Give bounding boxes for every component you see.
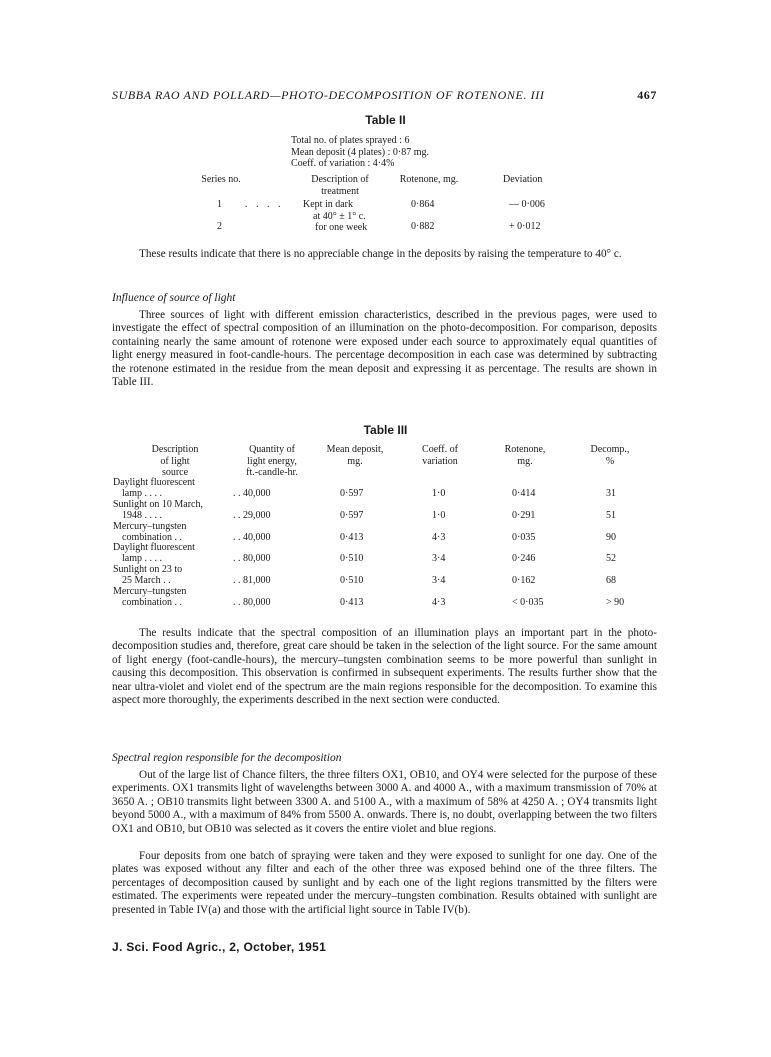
leader-dots: . . . . (245, 199, 284, 210)
col-header-coeff (405, 444, 475, 467)
rotenone-value: 0·882 (411, 221, 435, 232)
header-line: mg. (347, 455, 363, 467)
cell-src2: combination . . (122, 531, 182, 543)
cell-mean: 0·597 (340, 509, 364, 521)
col-header-rotenone: Rotenone, mg. (399, 174, 459, 185)
cell-qty: . . 40,000 (233, 488, 271, 499)
header-line: variation (422, 455, 458, 467)
col-header-series: Series no. (201, 174, 241, 185)
page-number: 467 (637, 88, 657, 102)
cell-qty: . . 80,000 (233, 553, 271, 565)
col-header-description (130, 444, 220, 479)
cell-rot: < 0·035 (512, 597, 544, 608)
series-number: 1 (217, 199, 222, 210)
header-line: ft.-candle-hr. (246, 467, 298, 478)
series-number: 2 (217, 221, 222, 232)
cell-src1: Mercury–tungsten (113, 586, 187, 597)
cell-src2: lamp . . . . (122, 488, 162, 499)
cell-rot: 0·162 (512, 575, 536, 587)
table-ii-title: Table II (365, 113, 406, 127)
treatment-line: at 40° ± 1° c. (313, 210, 366, 222)
cell-rot: 0·291 (512, 509, 536, 521)
cell-mean: 0·510 (340, 553, 364, 565)
cell-coeff: 3·4 (432, 575, 446, 587)
header-line: of light (160, 455, 190, 467)
paragraph: These results indicate that there is no appreciable change in the deposits by raising the temperature to 40° c. (139, 248, 622, 260)
cell-decomp: 68 (606, 575, 616, 587)
cell-src1: Sunlight on 23 to (113, 564, 183, 576)
cell-rot: 0·246 (512, 553, 536, 565)
cell-coeff: 3·4 (432, 553, 446, 565)
cell-src1: Sunlight on 10 March, (113, 498, 203, 510)
treatment-line: for one week (315, 222, 368, 233)
cell-mean: 0·413 (340, 597, 364, 608)
cell-src1: Daylight fluorescent (113, 542, 195, 554)
cell-coeff: 1·0 (432, 488, 446, 499)
table-iii-title: Table III (363, 423, 408, 437)
col-header-decomp (580, 444, 640, 467)
rotenone-value: 0·864 (411, 199, 435, 210)
col-header-deviation: Deviation (503, 174, 543, 185)
cell-qty: . . 80,000 (233, 597, 271, 608)
cell-src1: Daylight fluorescent (113, 477, 195, 488)
cell-decomp: 31 (606, 488, 616, 499)
col-header-quantity (232, 444, 312, 479)
header-line: Rotenone, (504, 444, 546, 455)
cell-coeff: 4·3 (432, 597, 446, 608)
journal-footer: J. Sci. Food Agric., 2, October, 1951 (112, 940, 327, 954)
paragraph: Out of the large list of Chance filters, the three filters OX1, OB10, and OY4 were selected for the purpose of these experiments. OX1 transmits light of wavelengths between 3000 A. and 4000 A., with a maximum transmission of 70% at 3650 A. ; OB10 transmits light between 3300 A. and 5100 A., with a maximum of 58% at 4250 A. ; OY4 transmits light beyond 5000 A., with a maximum of 84% from 5500 A. onwards. There is, no doubt, overlapping between the two filters OX1 and OB10, but OB10 was selected as it covers the entire violet and blue regions. (112, 769, 657, 835)
header-line: light energy, (247, 455, 297, 467)
col-header-mean-deposit (315, 444, 395, 467)
cell-coeff: 1·0 (432, 509, 446, 521)
cell-src2: lamp . . . . (122, 553, 162, 565)
cell-decomp: > 90 (606, 597, 625, 608)
col-header-description: Description of treatment (311, 174, 369, 197)
cell-mean: 0·510 (340, 575, 364, 587)
running-title: SUBBA RAO AND POLLARD—PHOTO-DECOMPOSITION OF ROTENONE. III (112, 88, 545, 102)
header-line: Quantity of (249, 444, 295, 455)
cell-coeff: 4·3 (432, 531, 446, 543)
summary-line: Total no. of plates sprayed : 6 (291, 135, 410, 146)
summary-line: Coeff. of variation : 4·4% (291, 158, 395, 169)
section-heading: Spectral region responsible for the decomposition (112, 752, 342, 764)
cell-decomp: 51 (606, 509, 616, 521)
cell-src1: Mercury–tungsten (113, 520, 187, 532)
cell-mean: 0·597 (340, 488, 364, 499)
cell-qty: . . 81,000 (233, 575, 271, 587)
running-head (112, 88, 657, 103)
header-line: mg. (517, 455, 533, 467)
cell-mean: 0·413 (340, 531, 364, 543)
paragraph: The results indicate that the spectral composition of an illumination plays an important part in the photo-decomposition studies and, therefore, great care should be taken in the selection of the light source. For the same amount of light energy (foot-candle-hours), the mercury–tungsten combination seems to be more powerful than sunlight in causing this decomposition. This observation is confirmed in subsequent experiments. The results further show that the near ultra-violet and violet end of the spectrum are the main regions responsible for the decomposition. To examine this aspect more thoroughly, the experiments described in the next section were conducted. (112, 627, 657, 707)
paragraph: Four deposits from one batch of spraying were taken and they were exposed to sunlight for one day. One of the plates was exposed without any filter and each of the other three was exposed behind one of the three filters. The percentages of decomposition caused by sunlight and by each one of the light regions transmitted by the filters were estimated. The experiments were repeated under the mercury–tungsten combination. Results obtained with sunlight are presented in Table IV(a) and those with the artificial light source in Table IV(b). (112, 850, 657, 916)
col-header-rotenone (490, 444, 560, 467)
header-line: Decomp., (590, 444, 630, 455)
deviation-value: + 0·012 (509, 221, 541, 232)
cell-decomp: 90 (606, 531, 616, 543)
summary-line: Mean deposit (4 plates) : 0·87 mg. (291, 146, 430, 158)
header-line: % (605, 455, 615, 467)
section-heading: Influence of source of light (112, 292, 236, 304)
cell-decomp: 52 (606, 553, 616, 565)
cell-src2: combination . . (122, 597, 182, 608)
paragraph: Three sources of light with different emission characteristics, described in the previous pages, were used to investigate the effect of spectral composition of an illumination on the photo-decomposition. For comparison, deposits containing nearly the same amount of rotenone were exposed under each source to approximately equal quantities of light energy measured in foot-candle-hours. The percentage decomposition in each case was determined by subtracting the rotenone estimated in the residue from the mean deposit and expressing it as percentage. The results are shown in Table III. (112, 309, 657, 389)
header-line: Description (151, 444, 199, 455)
header-line: source (161, 467, 189, 478)
cell-rot: 0·414 (512, 488, 536, 499)
header-line: Coeff. of (422, 444, 458, 455)
cell-qty: . . 40,000 (233, 531, 271, 543)
cell-qty: . . 29,000 (233, 509, 271, 521)
treatment-line: Kept in dark (303, 199, 353, 210)
cell-rot: 0·035 (512, 531, 536, 543)
cell-src2: 25 March . . (122, 575, 171, 587)
deviation-value: — 0·006 (509, 199, 545, 210)
table-ii-summary (291, 135, 429, 170)
cell-src2: 1948 . . . . (122, 509, 162, 521)
header-line: Mean deposit, (326, 444, 384, 455)
treatment-description (303, 199, 367, 234)
